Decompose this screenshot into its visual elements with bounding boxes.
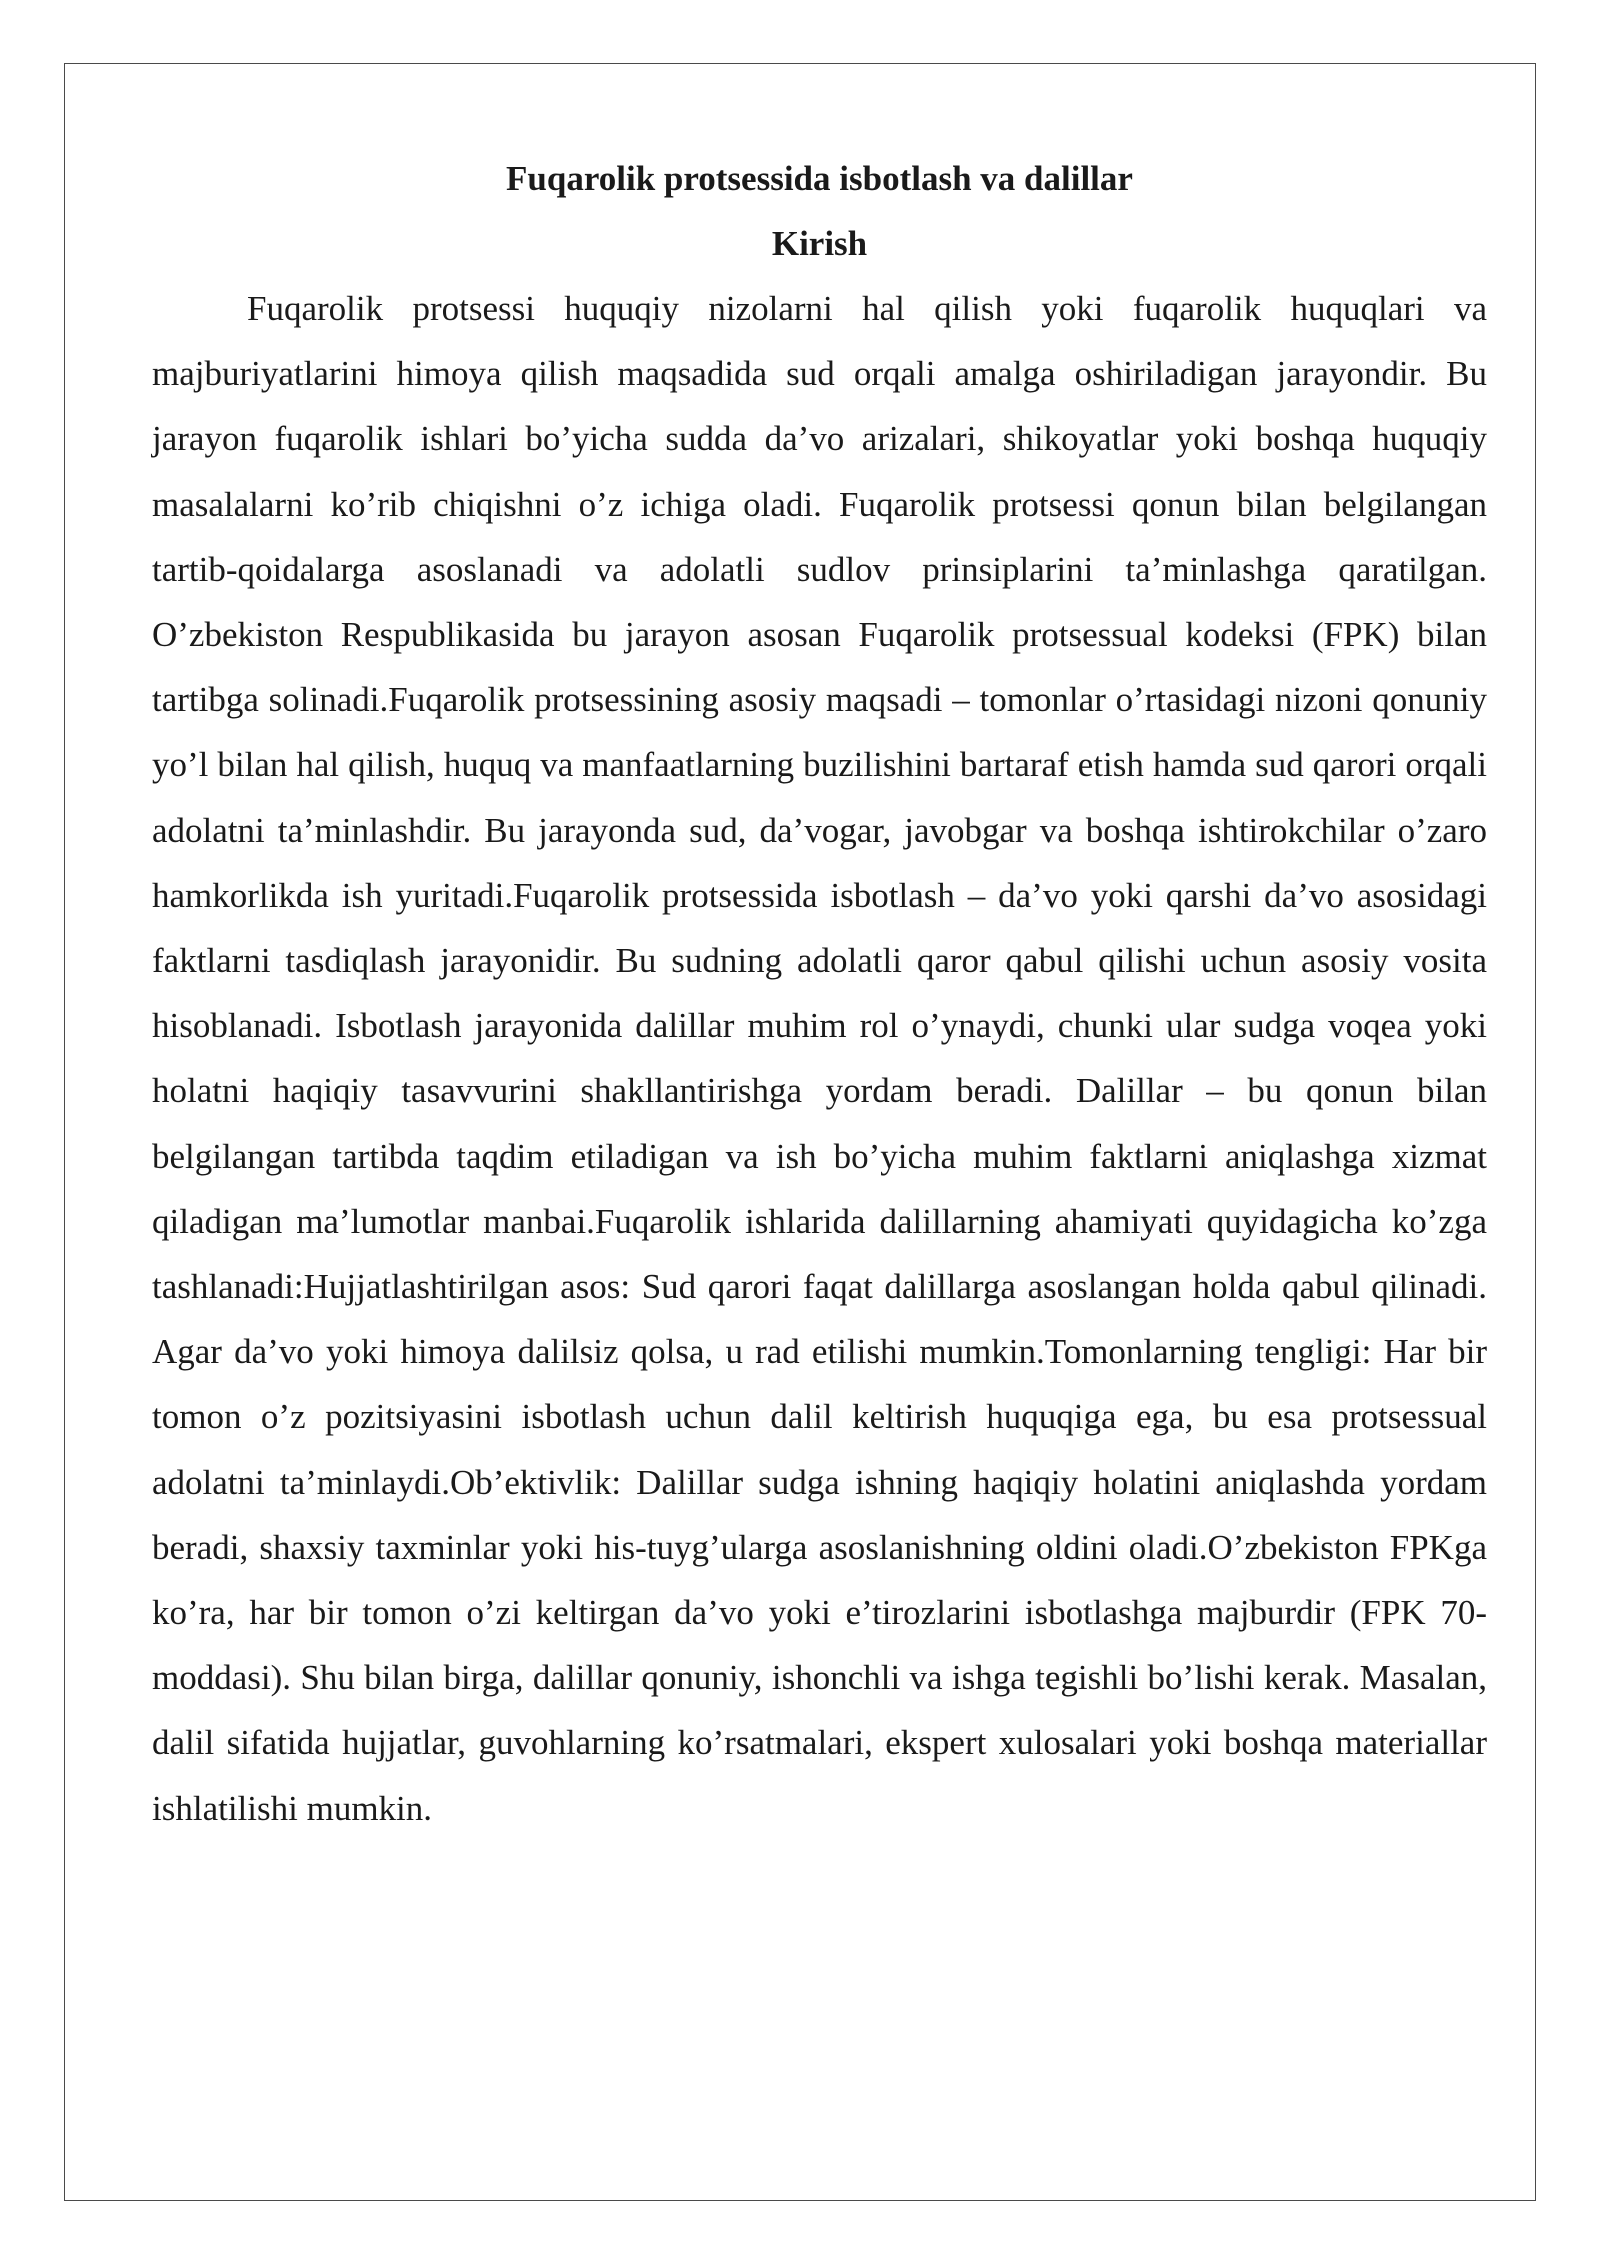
document-body: [152, 146, 1487, 1841]
body-paragraph: Fuqarolik protsessi huquqiy nizolarni hal qilish yoki fuqarolik huquqlari va majburiyatlarini himoya qilish maqsadida sud orqali amalga oshiriladigan jarayondir. Bu jarayon fuqarolik ishlari bo’yicha sudda da’vo arizalari, shikoyatlar yoki boshqa huquqiy masalalarni ko’rib chiqishni o’z ichiga oladi. Fuqarolik protsessi qonun bilan belgilangan tartib-qoidalarga asoslanadi va adolatli sudlov prinsiplarini ta’minlashga qaratilgan. O’zbekiston Respublikasida bu jarayon asosan Fuqarolik protsessual kodeksi (FPK) bilan tartibga solinadi.Fuqarolik protsessining asosiy maqsadi – tomonlar o’rtasidagi nizoni qonuniy yo’l bilan hal qilish, huquq va manfaatlarning buzilishini bartaraf etish hamda sud qarori orqali adolatni ta’minlashdir. Bu jarayonda sud, da’vogar, javobgar va boshqa ishtirokchilar o’zaro hamkorlikda ish yuritadi.Fuqarolik protsessida isbotlash – da’vo yoki qarshi da’vo asosidagi faktlarni tasdiqlash jarayonidir. Bu sudning adolatli qaror qabul qilishi uchun asosiy vosita hisoblanadi. Isbotlash jarayonida dalillar muhim rol o’ynaydi, chunki ular sudga voqea yoki holatni haqiqiy tasavvurini shakllantirishga yordam beradi. Dalillar – bu qonun bilan belgilangan tartibda taqdim etiladigan va ish bo’yicha muhim faktlarni aniqlashga xizmat qiladigan ma’lumotlar manbai.Fuqarolik ishlarida dalillarning ahamiyati quyidagicha ko’zga tashlanadi:Hujjatlashtirilgan asos: Sud qarori faqat dalillarga asoslangan holda qabul qilinadi. Agar da’vo yoki himoya dalilsiz qolsa, u rad etilishi mumkin.Tomonlarning tengligi: Har bir tomon o’z pozitsiyasini isbotlash uchun dalil keltirish huquqiga ega, bu esa protsessual adolatni ta’minlaydi.Ob’ektivlik: Dalillar sudga ishning haqiqiy holatini aniqlashda yordam beradi, shaxsiy taxminlar yoki his-tuyg’ularga asoslanishning oldini oladi.O’zbekiston FPKga ko’ra, har bir tomon o’zi keltirgan da’vo yoki e’tirozlarini isbotlashga majburdir (FPK 70-moddasi). Shu bilan birga, dalillar qonuniy, ishonchli va ishga tegishli bo’lishi kerak. Masalan, dalil sifatida hujjatlar, guvohlarning ko’rsatmalari, ekspert xulosalari yoki boshqa materiallar ishlatilishi mumkin.: [152, 289, 1487, 1828]
document-title: Fuqarolik protsessida isbotlash va dalillar: [506, 159, 1133, 198]
section-heading: Kirish: [771, 224, 868, 263]
